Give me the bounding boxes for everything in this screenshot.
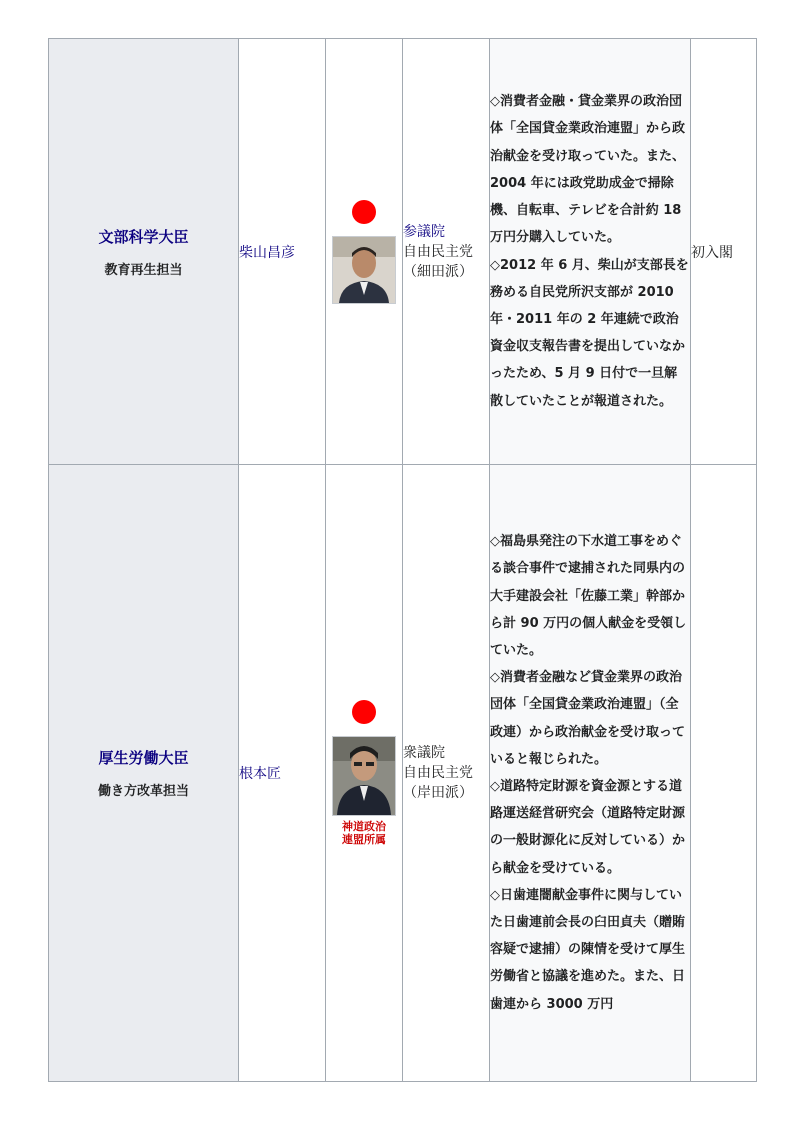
- minister-name-link[interactable]: 柴山昌彦: [239, 244, 295, 261]
- issue-item: ◇道路特定財源を資金源とする道路運送経営研究会（道路特定財源の一般財源化に反対している）から献金を受けている。: [490, 779, 686, 876]
- post-cell: [49, 465, 239, 1082]
- issues-cell: [490, 39, 691, 465]
- issues-cell: [490, 465, 691, 1082]
- issues-text: [490, 88, 690, 414]
- issue-item: ◇消費者金融など貸金業界の政治団体「全国貸金業政治連盟」（全政連）から政治献金を受け取っていると報じられた。: [490, 670, 686, 767]
- faction-name: （岸田派）: [403, 785, 473, 801]
- house-link[interactable]: 参議院: [403, 223, 445, 240]
- red-dot-icon: [352, 700, 376, 724]
- party-name: 自由民主党: [403, 243, 473, 260]
- house-name: 衆議院: [403, 745, 445, 761]
- party-cell: [403, 465, 490, 1082]
- shinto-league-tag: 神道政治 連盟所属: [342, 820, 386, 846]
- issues-text: [490, 528, 690, 1018]
- table-row: [49, 39, 757, 465]
- note-cell: [691, 39, 757, 465]
- name-cell: [239, 465, 326, 1082]
- cabinet-table: [48, 38, 757, 1082]
- post-title-link[interactable]: 文部科学大臣: [98, 227, 189, 246]
- issue-item: ◇福島県発注の下水道工事をめぐる談合事件で逮捕された同県内の大手建設会社「佐藤工業」幹部から計 90 万円の個人献金を受領していた。: [490, 534, 687, 658]
- post-title-link[interactable]: 厚生労働大臣: [98, 749, 189, 767]
- photo-cell: [326, 39, 403, 465]
- post-cell: [49, 39, 239, 465]
- table-row: [49, 465, 757, 1082]
- issue-item: ◇消費者金融・貸金業界の政治団体「全国貸金業政治連盟」から政治献金を受け取っていた。また、2004 年には政党助成金で掃除機、自転車、テレビを合計約 18 万円分購入していた。: [490, 94, 686, 246]
- note-text: 初入閣: [691, 244, 733, 261]
- person-photo-icon[interactable]: [332, 736, 396, 816]
- party-name: 自由民主党: [403, 765, 473, 781]
- party-cell: [403, 39, 490, 465]
- name-cell: [239, 39, 326, 465]
- person-photo-icon[interactable]: [332, 236, 396, 304]
- issue-item: ◇2012 年 6 月、柴山が支部長を務める自民党所沢支部が 2010 年・2011 年の 2 年連続で政治資金収支報告書を提出していなかったため、5 月 9 日付で一旦解散していたことが報道された。: [490, 257, 689, 409]
- minister-name-link[interactable]: 根本匠: [239, 766, 281, 782]
- issue-item: ◇日歯連闇献金事件に関与していた日歯連前会長の臼田貞夫（贈賄容疑で逮捕）の陳情を受けて厚生労働省と協議を進めた。また、日歯連から 3000 万円: [490, 887, 686, 1012]
- red-dot-icon: [352, 200, 376, 224]
- faction-name: （細田派）: [403, 263, 473, 280]
- post-subtitle: 教育再生担当: [104, 262, 183, 278]
- note-cell: [691, 465, 757, 1082]
- photo-cell: [326, 465, 403, 1082]
- post-subtitle: 働き方改革担当: [97, 784, 189, 799]
